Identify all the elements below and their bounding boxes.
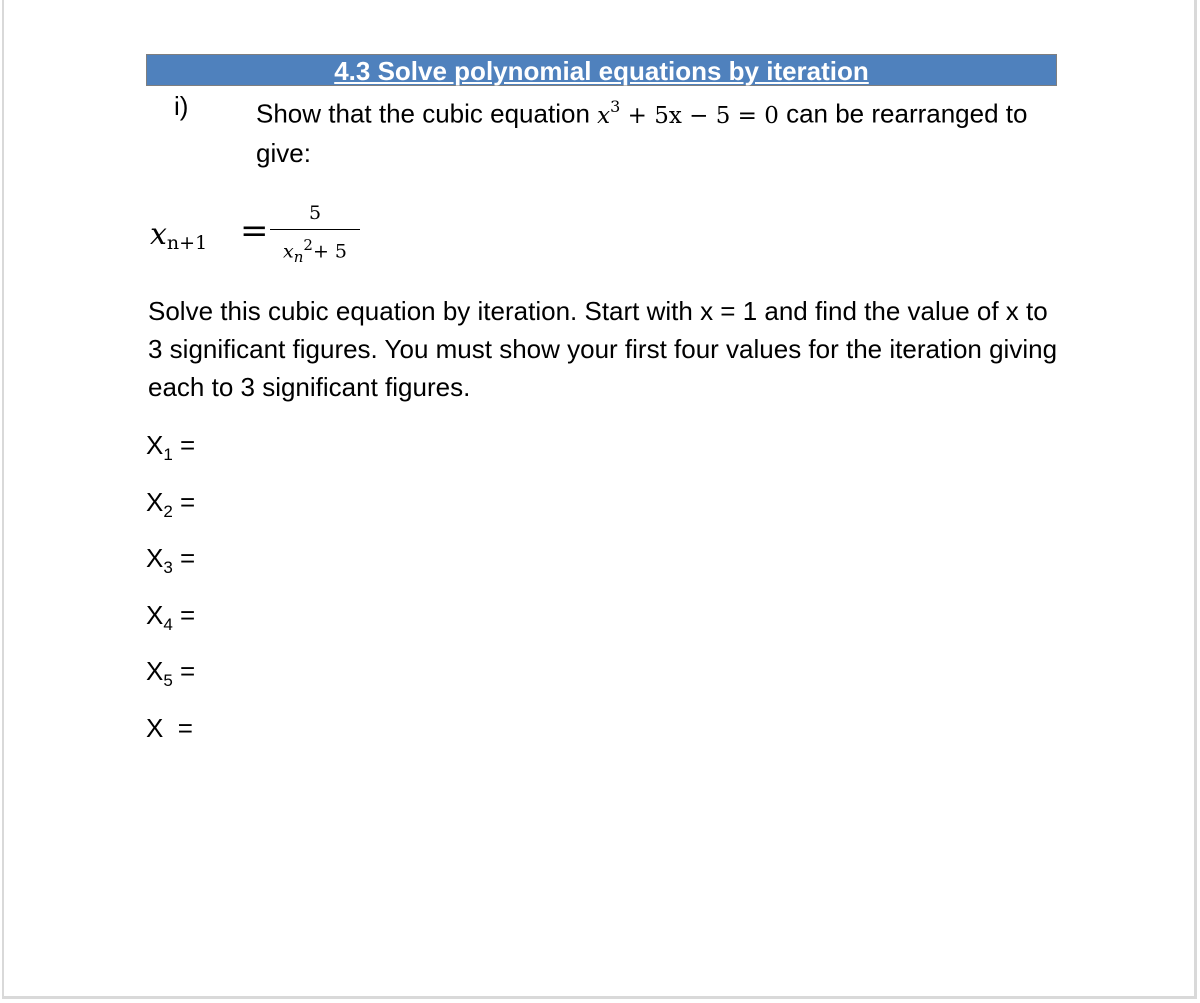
answer-line-1[interactable] [146, 423, 195, 480]
answer-line-3[interactable] [146, 536, 195, 593]
iteration-formula [150, 196, 410, 276]
answer-line-2[interactable] [146, 480, 195, 537]
answer-line-4[interactable] [146, 593, 195, 650]
question-text [256, 90, 1036, 172]
answer-subscript: 4 [163, 614, 173, 634]
answer-subscript: 1 [163, 445, 173, 465]
formula-lhs-var: x [150, 217, 167, 252]
answer-line-final[interactable] [146, 706, 195, 763]
cubic-equation-exponent: 3 [610, 97, 621, 116]
answer-label: X [146, 543, 164, 574]
answer-label: X [146, 599, 164, 630]
formula-lhs [150, 218, 207, 262]
answer-subscript: 5 [163, 671, 173, 691]
cubic-equation-rest: + 5x − 5 = 0 [620, 102, 779, 129]
answer-label: X [146, 486, 164, 517]
answer-subscript: 3 [163, 558, 173, 578]
answer-label: X [146, 430, 164, 460]
denominator-var: x [283, 240, 294, 263]
answer-line-5[interactable] [146, 649, 195, 706]
answer-label: X [146, 656, 164, 687]
cubic-equation-var: x [597, 102, 611, 129]
question-text-after: can be rearranged to give: [256, 98, 1028, 168]
answer-equals: = [172, 430, 196, 460]
section-title-banner: 4.3 Solve polynomial equations by iteration [146, 54, 1057, 86]
answer-subscript: 2 [163, 501, 173, 521]
fraction-bar [270, 229, 360, 230]
denominator-rest: + 5 [312, 240, 347, 263]
answer-equals: = [172, 656, 196, 687]
question-text-before: Show that the cubic equation [256, 98, 598, 129]
instruction-text: Solve this cubic equation by iteration. Start with x = 1 and find the value of x to 3 significant figures. You must show your first four values for the iteration giving each to 3 significant figures. [148, 296, 1058, 402]
formula-denominator [270, 233, 360, 269]
question-number: i) [174, 91, 189, 121]
answer-label: X [146, 712, 164, 743]
formula-fraction [270, 202, 360, 269]
formula-equals: = [240, 211, 269, 251]
formula-numerator: 5 [308, 202, 322, 224]
answer-equals: = [172, 486, 196, 517]
formula-lhs-subscript: n+1 [166, 232, 208, 254]
cubic-equation [597, 97, 779, 129]
answer-list [146, 423, 195, 763]
answer-equals: = [172, 599, 196, 630]
answer-equals: = [172, 543, 196, 574]
answer-equals: = [163, 712, 193, 743]
denominator-subscript: n [293, 248, 304, 267]
denominator-exponent: 2 [303, 236, 313, 254]
